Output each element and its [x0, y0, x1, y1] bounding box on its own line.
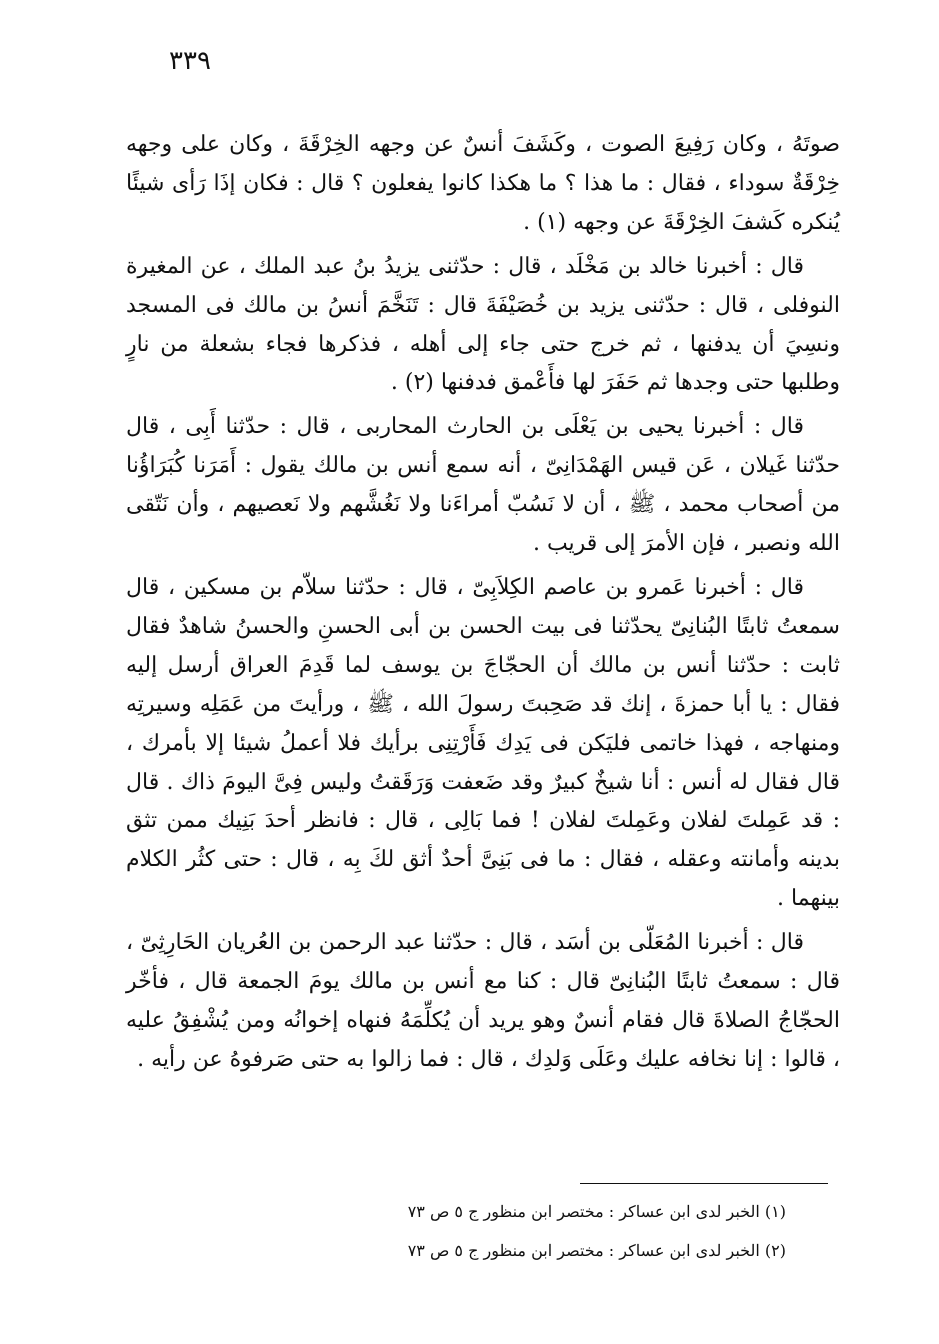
paragraph-4: قال : أخبرنا عَمرو بن عاصم الكِلاَبِىّ ، قال : حدّثنا سلاّم بن مسكين ، قال سمعتُ ثابتًا البُنانِىّ يحدّثنا فى بيت الحسن بن أبى الحسنِ والحسنُ شاهدٌ فقال ثابت : حدّثنا أنس بن مالك أن الحجّاجَ بن يوسف لما قَدِمَ العراق أرسل إليه فقال : يا أبا حمزةَ ، إنك قد صَحِبتَ رسولَ الله ، ﷺ ، ورأيتَ من عَمَلِه وسيرتِه ومنهاجه ، فهذا خاتمى فليَكن فى يَدِك فَأَرْتِنِى برأيك فلا أعملُ شيئا إلا بأمرك ، قال فقال له أنس : أنا شيخٌ كبيرٌ وقد ضَعفت وَرَقَقتُ وليس فِىَّ اليومَ ذاك . قال : قد عَمِلتَ لفلان وعَمِلتَ لفلان ! فما بَالِى ، قال : فانظر أحدَ بَنِيك ممن تثق بدينه وأمانته وعقله ، فقال : ما فى بَنِىَّ أحدٌ أثق لكَ بِه ، قال : حتى كثُر الكلام بينهما .: [126, 574, 840, 912]
footnotes: [330, 1192, 786, 1270]
paragraph-2: قال : أخبرنا خالد بن مَخْلَد ، قال : حدّثنى يزيدُ بنُ عبد الملك ، عن المغيرة النوفلى ، قال : حدّثنى يزيد بن خُصَيْفَةَ قال : تَنَخَّمَ أنسُ بن مالك فى المسجد ونسِيَ أن يدفنها ، ثم خرج حتى جاء إلى أهله ، فذكرها فجاء بشعلة من نارٍ وطلبها حتى وجدها ثم حَفَرَ لها فأَعْمق فدفنها (٢) .: [126, 253, 840, 396]
footnote-2: (٢) الخبر لدى ابن عساكر : مختصر ابن منظور ج ٥ ص ٧٣: [407, 1241, 786, 1260]
page-number: ٣٣٩: [169, 46, 211, 76]
main-text: [126, 126, 840, 1085]
paragraph-3: قال : أخبرنا يحيى بن يَعْلَى بن الحارث المحاربى ، قال : حدّثنا أَبِى ، قال حدّثنا غَيلان ، عَن قيس الهَمْدَانِىّ ، أنه سمع أنس بن مالك يقول : أَمَرَنا كُبَرَاؤُنا من أصحاب محمد ، ﷺ ، أن لا نَسُبّ أمراءَنا ولا نَغُشَّهم ولا نَعصيهم ، وأن نَتّقى الله ونصبر ، فإن الأمرَ إلى قريب .: [126, 414, 840, 557]
paragraph-5: قال : أخبرنا المُعَلّى بن أسَد ، قال : حدّثنا عبد الرحمن بن العُريان الحَارِثِىّ ، قال : سمعتُ ثابتًا البُنانِىّ قال : كنا مع أنس بن مالك يومَ الجمعة قال ، فأخّر الحجّاجُ الصلاةَ قال فقام أنسٌ وهو يريد أن يُكلِّمَهُ فنهاه إخوانُه ومن يُشْفِقُ عليه ، قالوا : إنا نخافه عليك وعَلَى وَلدِك ، قال : فما زالوا به حتى صَرفوهُ عن رأيه .: [126, 930, 840, 1072]
paragraph-1: صوتَهُ ، وكان رَفِيعَ الصوت ، وكَشَفَ أنسٌ عن وجهه الخِرْقَةَ ، وكان على وجهه خِرْقَةٌ سوداء ، فقال : ما هذا ؟ ما هكذا كانوا يفعلون ؟ قال : فكان إذَا رَأى شيئًا يُنكره كَشفَ الخِرْقَةَ عن وجهه (١) .: [126, 132, 840, 235]
footnote-1: (١) الخبر لدى ابن عساكر : مختصر ابن منظور ج ٥ ص ٧٣: [407, 1202, 786, 1221]
footnote-divider: [580, 1183, 828, 1184]
